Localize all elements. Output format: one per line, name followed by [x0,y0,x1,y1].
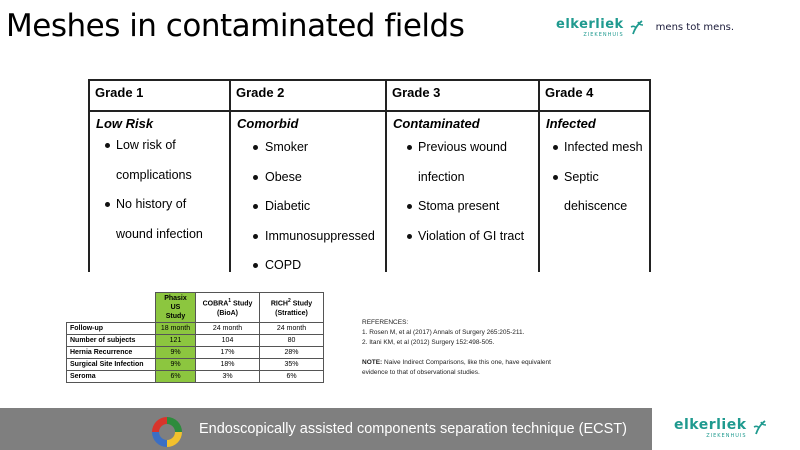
table-cell: 104 [196,335,260,347]
table-row [67,359,324,371]
row-label: Seroma [67,371,156,383]
table-cell: 6% [156,371,196,383]
references-heading: REFERENCES: [362,319,409,326]
row-label: Surgical Site Infection [67,359,156,371]
footer-title: Endoscopically assisted components separation technique (ECST) [199,421,627,437]
table-cell: 24 month [260,323,324,335]
table-cell: 9% [156,347,196,359]
cycle-icon [149,414,185,450]
row-label: Follow-up [67,323,156,335]
grade-header: Grade 3 [387,81,538,112]
slide-title: Meshes in contaminated fields [6,8,465,44]
column-header: Phasix US Study [156,293,196,323]
footer-bar [0,408,652,450]
empty-cell [67,293,156,323]
table-cell: 17% [196,347,260,359]
grade-header: Grade 1 [90,81,229,112]
grade-header: Grade 2 [231,81,385,112]
grade-item: Obese [265,163,385,193]
column-header: RICH$^2$ Study (Strattice) [260,293,324,323]
column-header: COBRA$^1$ Study (BioA) [196,293,260,323]
grade-header: Grade 4 [540,81,651,112]
logo-wordmark: elkerliek [556,17,624,32]
grade-item: dehiscence [564,199,628,213]
grade-subtitle: Contaminated [393,116,480,131]
reference-item: 1. Rosen M, et al (2017) Annals of Surgery 265:205-211. [362,329,525,336]
table-cell: 3% [196,371,260,383]
leaf-icon [753,418,767,436]
grade-item: No history of [116,190,229,220]
hospital-logo [556,18,734,38]
leaf-icon [630,18,644,36]
grade-item: complications [116,167,192,182]
table-row [67,335,324,347]
references [362,318,572,378]
grade-item: Immunosuppressed [265,222,385,252]
grade-item: Violation of GI tract [418,222,538,252]
grade-subtitle: Low Risk [96,116,154,131]
hospital-logo-bottom [674,418,767,439]
table-cell: 121 [156,335,196,347]
grade-item: Low risk of [116,131,229,161]
table-cell: 18% [196,359,260,371]
grade-item: Septic [564,163,651,193]
grade-column [387,81,540,272]
grade-column [231,81,387,272]
grade-item: wound infection [116,226,203,241]
table-cell: 24 month [196,323,260,335]
table-row [67,371,324,383]
table-cell: 80 [260,335,324,347]
grade-subtitle: Comorbid [237,116,299,131]
grade-column [540,81,651,272]
table-row [67,347,324,359]
logo-subtext: ZIEKENHUIS [583,32,624,38]
table-cell: 18 month [156,323,196,335]
comparison-table [66,292,324,383]
table-cell: 9% [156,359,196,371]
logo-subtext: ZIEKENHUIS [706,433,747,439]
logo-tagline: mens tot mens. [655,22,735,33]
grade-item: COPD [265,251,385,272]
grade-table [88,79,651,272]
grade-item: Previous wound [418,133,538,163]
table-row [67,323,324,335]
table-cell: 35% [260,359,324,371]
grade-item: Smoker [265,133,385,163]
note: NOTE: Naive Indirect Comparisons, like this one, have equivalent evidence to that of observational studies. [362,359,551,376]
grade-column [90,81,231,272]
table-header-row [67,293,324,323]
table-cell: 28% [260,347,324,359]
grade-item: infection [418,169,465,184]
grade-item: Stoma present [418,192,538,222]
reference-item: 2. Itani KM, et al (2012) Surgery 152:498-505. [362,339,495,346]
logo-wordmark: elkerliek [674,417,747,433]
grade-item: Diabetic [265,192,385,222]
grade-item: Infected mesh [564,133,651,163]
row-label: Number of subjects [67,335,156,347]
table-cell: 6% [260,371,324,383]
row-label: Hernia Recurrence [67,347,156,359]
grade-subtitle: Infected [546,116,596,131]
